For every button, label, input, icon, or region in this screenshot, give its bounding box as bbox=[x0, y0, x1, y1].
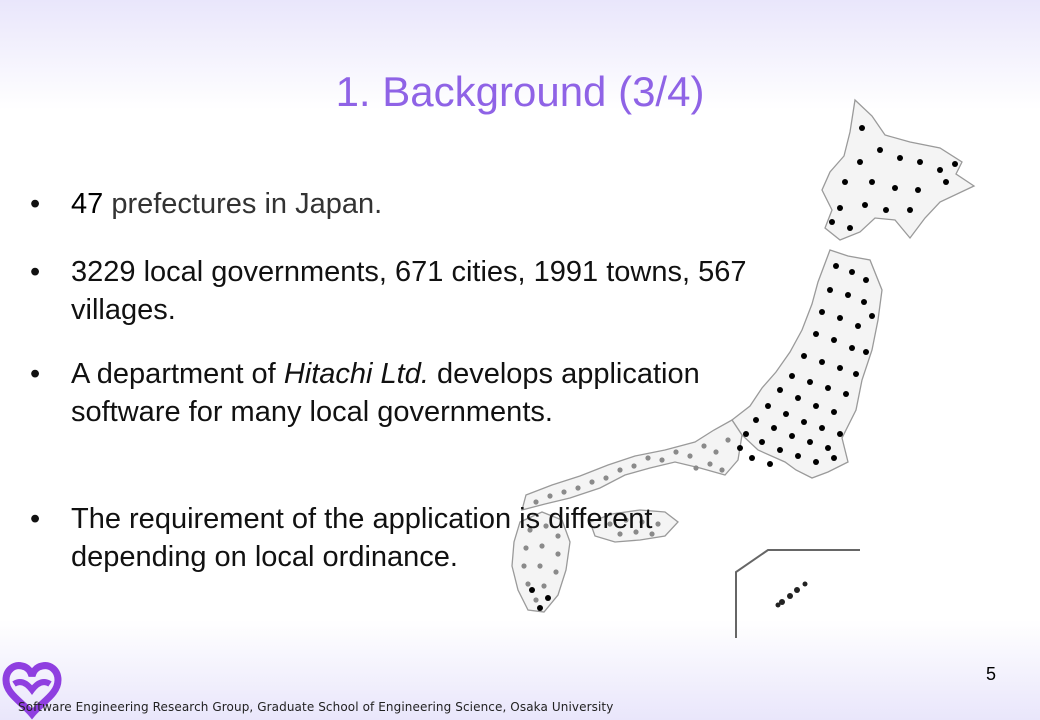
bullet-number: 47 bbox=[71, 188, 104, 220]
page-number: 5 bbox=[986, 664, 997, 684]
bullet-text: 3229 local governments, 671 cities, 1991 towns, 567 villages. bbox=[71, 256, 747, 326]
company-name: Hitachi Ltd. bbox=[283, 358, 429, 390]
bullet-text bbox=[71, 185, 761, 223]
bullet-text-post: develops application software for many local governments. bbox=[71, 358, 700, 428]
slide-title: 1. Background (3/4) bbox=[335, 68, 705, 115]
bullet-marker: • bbox=[30, 256, 41, 288]
hokkaido-shape bbox=[822, 100, 974, 240]
bullet-text-pre: A department of bbox=[71, 358, 284, 390]
bullet-text: The requirement of the application is different depending on local ordinance. bbox=[71, 503, 653, 573]
bullet-marker: • bbox=[30, 503, 41, 535]
okinawa-inset-frame bbox=[736, 550, 860, 638]
bullet-text bbox=[71, 355, 721, 431]
bullet-rest: prefectures in Japan. bbox=[103, 188, 383, 220]
footer-text: Software Engineering Research Group, Graduate School of Engineering Science, Osaka University bbox=[18, 700, 614, 714]
bullet-marker: • bbox=[30, 358, 41, 390]
bullet-marker: • bbox=[30, 188, 41, 220]
